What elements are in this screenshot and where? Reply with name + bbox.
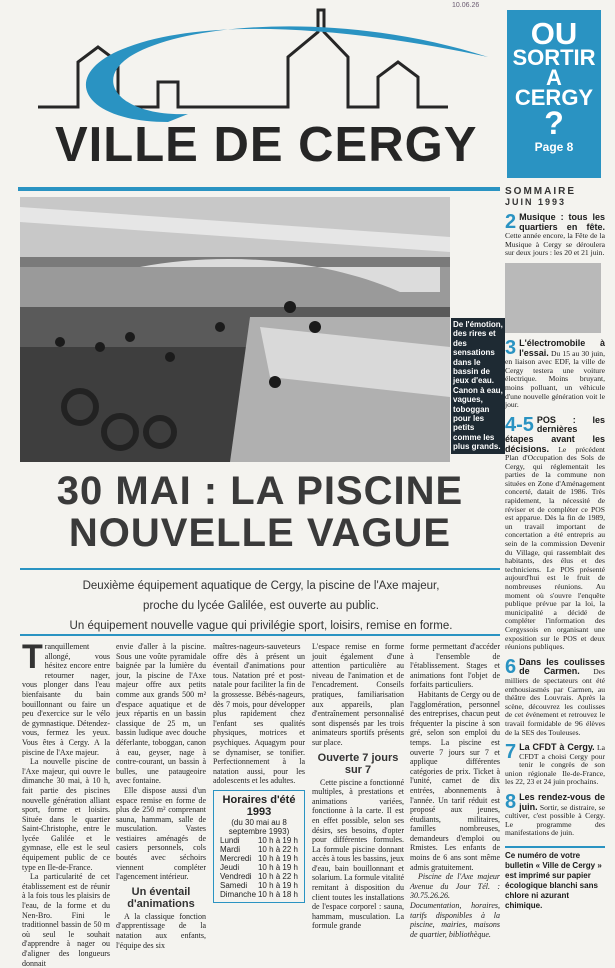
item-heading: L'électromobile à l'essai. xyxy=(519,337,605,358)
hours-row xyxy=(220,881,298,890)
article-column xyxy=(312,642,404,931)
promo-question-mark: ? xyxy=(544,105,564,141)
divider xyxy=(20,634,500,636)
dropcap: T xyxy=(22,638,43,676)
intro-line: Un équipement nouvelle vague qui privilégie sport, loisirs, remise en forme. xyxy=(69,620,453,632)
article-intro xyxy=(22,576,500,636)
headline xyxy=(20,470,500,554)
headline-line: NOUVELLE VAGUE xyxy=(68,511,452,555)
sommaire-item[interactable] xyxy=(505,793,605,838)
hours-day: Samedi xyxy=(220,880,248,890)
sommaire-sidebar xyxy=(505,186,605,911)
hours-time: 10 h à 22 h xyxy=(257,844,298,854)
paragraph: A la classique fonction d'apprentissage de la natation aux enfants, l'équipe des six xyxy=(116,911,206,950)
item-heading: La CFDT à Cergy. xyxy=(519,742,595,753)
item-text: Le précédent Plan d'Occupation des Sols de Cergy, qui réglementait les parties de la commune non situées en Zone d'Aménagement concerté, datait de 1986. Très rapidement, la nécessité de réviser et de compléter ce POS est apparue. Dès la fin de 1989, un travail important de concertation a été entrepris au sein de la commission Devenir du Village, qui rassemblait des habitants, des élus et des techniciens. Le POS présenté aujourd'hui est le fruit de nombreuses réunions. Au moment où s'ouvre l'enquête publique prévue par la loi, la municipalité a décidé de compléter l'information des Cergyssois en organisant une exposition sur le POS et deux réunions publiques. xyxy=(505,444,605,652)
hours-time: 10 h à 19 h xyxy=(257,862,298,872)
hours-row xyxy=(220,863,298,872)
date-stamp: 10.06.26 xyxy=(452,2,480,9)
divider xyxy=(20,568,500,570)
paragraph: La nouvelle piscine de l'Axe majeur, qui ouvre le dimanche 30 mai, à 10 h, fait partie des piscines nouvelle génération alliant sport, forme et loisirs. Située dans le quartier Saint-Christophe, entre le lycée Galilée et le gymnase, elle est le seul équipement public de ce type en Ile-de-France. xyxy=(22,757,110,872)
hours-row xyxy=(220,890,298,899)
promo-line: CERGY xyxy=(514,85,594,110)
item-heading: Dans les coulisses de Carmen. xyxy=(519,656,605,677)
intro-line: proche du lycée Galilée, est ouverte au public. xyxy=(143,600,379,612)
item-text: La CFDT a choisi Cergy pour tenir le congrès de son union régionale Ile-de-France, les 22, 23 et 24 juin prochains. xyxy=(505,743,605,787)
paragraph: ranquillement allongé, vous hésitez encore entre retourner nager, vous plonger dans l'eau bienfaisante du bain bouillonnant ou faire un peu d'exercice sur le vélo de gymnastique. Détendez-vous, fermez les yeux. Vous êtes à Cergy. A la piscine de l'Axe majeur. xyxy=(22,642,110,757)
promo-page: Page 8 xyxy=(534,140,574,154)
hours-time: 10 h à 19 h xyxy=(257,835,298,845)
sommaire-footer: Ce numéro de votre bulletin « Ville de Cergy » est imprimé sur papier écologique blanchi sans chlore ni azurant chimique. xyxy=(505,846,605,911)
article-column xyxy=(410,642,500,939)
paragraph: Habitants de Cergy ou de l'agglomération, personnel des entreprises, chacun peut fréquenter la piscine à son gré, selon son emploi du temps. La piscine est ouverte 7 jours sur 7 et applique différentes catégories de prix. Ticket à l'unité, carnet de dix entrées, abonnements à l'année. Un tarif réduit est proposé aux jeunes, étudiants, militaires, familles nombreuses, demandeurs d'emploi ou Rmistes. Les enfants de moins de 6 ans sont même admis gratuitement. xyxy=(410,689,500,872)
hours-time: 10 h à 19 h xyxy=(257,880,298,890)
paragraph: Piscine de l'Axe majeur Avenue du Jour Tél. : 30.75.26.26. Documentation, horaires, tarifs disponibles à la piscine, mairies, maisons de quartier, bibliothèque. xyxy=(410,872,500,939)
promo-line: OU xyxy=(530,16,578,51)
hours-day: Mercredi xyxy=(220,853,252,863)
sommaire-item[interactable] xyxy=(505,655,605,737)
item-text: Du 15 au 30 juin, en liaison avec EDF, la ville de Cergy testera une voiture électrique. Moins bruyant, moins polluant, un véhicule d'une nouvelle génération voit le jour. xyxy=(505,348,605,410)
article-column xyxy=(213,642,305,903)
pool-photo xyxy=(20,197,450,462)
headline-line: 30 MAI : LA PISCINE xyxy=(56,469,464,513)
promo-line: A xyxy=(546,65,562,90)
paragraph: Elle dispose aussi d'un espace remise en forme de plus de 250 m² comprenant sauna, hammam, salle de musculation. Vastes vestiaires aménagés de casiers personnels, cols boutés avec séchoirs viennent compléter l'agencement intérieur. xyxy=(116,785,206,882)
paragraph: La particularité de cet établissement est de réunir à la fois tous les plaisirs de l'eau, de la forme et du Nen-Bro. Fini le traditionnel bassin de 50 m où seul le souhait d'apprendre à nager ou d'aligner des longueurs donnait xyxy=(22,872,110,968)
item-heading: Musique : tous les quartiers en fête. xyxy=(519,212,605,232)
cergy-logo-icon xyxy=(18,2,498,132)
article-column xyxy=(116,642,206,950)
item-page-number: 4-5 xyxy=(505,413,534,436)
sommaire-title: SOMMAIRE xyxy=(505,186,576,197)
item-page-number: 6 xyxy=(505,655,517,678)
item-heading: Les rendez-vous de juin. xyxy=(519,792,605,812)
hours-day: Jeudi xyxy=(220,862,240,872)
item-text: Des milliers de spectateurs ont été enthousiasmés par Carmen, au théâtre des Louvrais. Après la scène, découvrez les coulisses de cet événement et retrouvez le travail formidable de 96 élèves de la SES des Touleuses. xyxy=(505,667,605,737)
hours-title: Horaires d'été 1993 xyxy=(222,793,296,818)
article-column xyxy=(22,638,110,968)
sommaire-item[interactable] xyxy=(505,213,605,258)
sommaire-item[interactable] xyxy=(505,743,605,787)
item-page-number: 2 xyxy=(505,211,517,233)
masthead xyxy=(0,0,500,185)
item-page-number: 7 xyxy=(505,741,517,764)
paragraph: Cette piscine a fonctionné multiples, à prestations et animations variées, fonctionne à la carte. Il est en effet possible, selon ses désirs, ses besoins, d'opter pour différentes formules. La formule piscine donnant accès à tous les bassins, jeux d'eau, bain bouillonnant et solarium. La formule vitalité remitant à disposition du client toutes les installations de l'espace corporel : sauna, hammam, musculation. La formule grande xyxy=(312,777,404,931)
item-page-number: 8 xyxy=(505,791,517,814)
hours-time: 10 h à 19 h xyxy=(257,853,298,863)
hours-box xyxy=(213,790,305,903)
paragraph: envie d'aller à la piscine. Sous une voûte pyramidale baignée par la lumière du jour, la piscine de l'Axe majeur offre aux petits comme aux grands 500 m² d'espace aquatique et de jeux répartis en un bassin classique de 25 m, un bassin ludique avec douche déferlante, toboggan, canon à eau, geyser, nage à contre-courant, un bassin à bulles, une pataugeoire avec fontaine. xyxy=(116,642,206,786)
intro-line: Deuxième équipement aquatique de Cergy, la piscine de l'Axe majeur, xyxy=(82,580,440,592)
hours-row xyxy=(220,872,298,881)
pool-image-icon xyxy=(20,197,450,462)
item-page-number: 3 xyxy=(505,336,517,359)
paragraph: forme permettant d'accéder à l'ensemble de l'établissement. Stages et animations font l'objet de forfaits particuliers. xyxy=(410,642,500,690)
promo-box[interactable] xyxy=(507,10,601,178)
paragraph: maîtres-nageurs-sauveteurs offre dès à présent un éventail d'animations pour tous. Natation pré et post-natale pour faciliter la fin de la grossesse. Bébés-nageurs, dès 7 mois, pour développer plus rapidement chez l'enfant ses qualités physiques, motrices et psychiques. Aquagym pour se dynamiser, se tonifier. Perfectionnement à la natation aussi, pour les adolescents et les adultes. xyxy=(213,642,305,786)
sommaire-list xyxy=(505,213,605,838)
item-heading: POS : les dernières étapes avant les décisions. xyxy=(505,414,605,454)
paragraph: L'espace remise en forme jouit également d'une attention particulière au niveau de l'animation et de l'encadrement. Conseils pratiques, familiarisation aux appareils, plan d'entraînement personnalisé sont dispensés par les trois animateurs sportifs présents sur place. xyxy=(312,642,404,747)
promo-line: SORTIR xyxy=(512,45,596,70)
hours-row xyxy=(220,854,298,863)
hours-row xyxy=(220,836,298,845)
item-text: Cette année encore, la Fête de la Musique à Cergy se déroulera sur deux jours : les 20 et 21 juin. xyxy=(505,231,605,258)
sommaire-item[interactable] xyxy=(505,413,605,652)
hours-subtitle: (du 30 mai au 8 septembre 1993) xyxy=(228,817,290,836)
sommaire-item[interactable] xyxy=(505,336,605,410)
item-text: Sortir, se distraire, se cultiver, c'est possible à Cergy. Le programme des manifestations de juin. xyxy=(505,802,605,838)
divider xyxy=(18,187,500,191)
subheading: Un éventail d'animations xyxy=(127,885,195,910)
hours-day: Lundi xyxy=(220,835,240,845)
sommaire-date: JUIN 1993 xyxy=(505,197,567,207)
hours-time: 10 h à 22 h xyxy=(257,871,298,881)
hours-day: Mardi xyxy=(220,844,241,854)
brand-title: VILLE DE CERGY xyxy=(55,118,478,172)
hours-day: Dimanche xyxy=(220,889,257,899)
subheading: Ouverte 7 jours sur 7 xyxy=(317,751,399,776)
hours-day: Vendredi xyxy=(220,871,252,881)
photo-caption: De l'émotion, des rires et des sensations dans le bassin de jeux d'eau. Canon à eau, vagues, toboggan pour les petits comme les plus grands. xyxy=(451,318,505,454)
hours-table xyxy=(220,836,298,899)
hours-time: 10 h à 18 h xyxy=(257,889,298,899)
hours-row xyxy=(220,845,298,854)
music-photo xyxy=(505,263,601,333)
